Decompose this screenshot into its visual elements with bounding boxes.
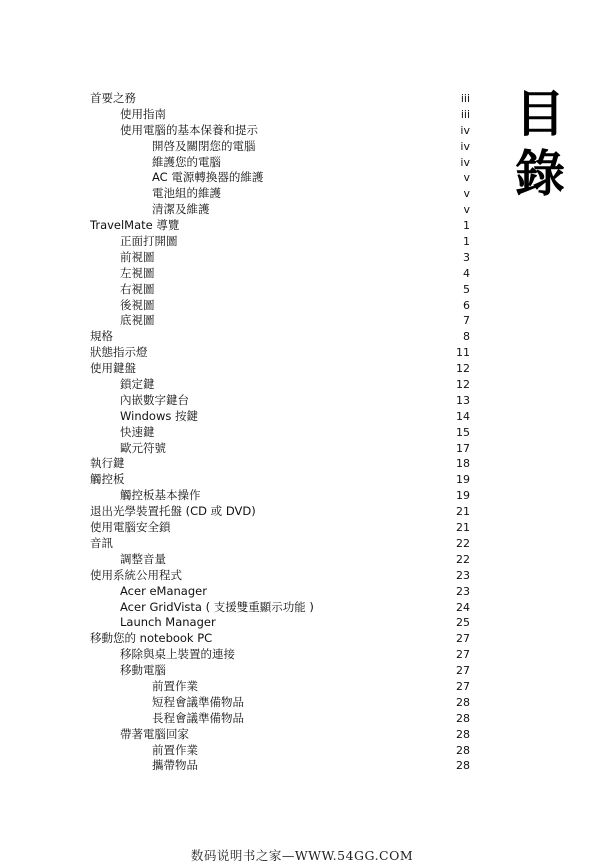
footer-watermark: 数码说明书之家—WWW.54GG.COM — [190, 848, 414, 863]
toc-entry-title: 歐元符號 — [120, 440, 166, 455]
toc-entry-title: 執行鍵 — [90, 456, 125, 471]
toc-entry-title: 短程會議準備物品 — [152, 694, 244, 709]
toc-entry-page: 12 — [456, 378, 470, 392]
toc-entry-title: 清潔及維護 — [152, 202, 210, 217]
toc-entry-title: 首要之務 — [90, 91, 136, 105]
toc-entry[interactable] — [90, 456, 470, 472]
toc-entry[interactable] — [90, 202, 470, 218]
toc-entry-page: 28 — [456, 727, 470, 741]
toc-entry[interactable] — [90, 123, 470, 139]
toc-entry[interactable] — [90, 568, 470, 584]
toc-entry-page: 22 — [456, 536, 470, 550]
toc-entry[interactable] — [90, 647, 470, 663]
toc-entry-title: 前置作業 — [152, 742, 198, 757]
toc-entry-title: 使用電腦安全鎖 — [90, 520, 171, 535]
toc-entry-title: 維護您的電腦 — [152, 154, 221, 169]
toc-entry-page: 4 — [463, 266, 470, 280]
toc-entry-page: v — [463, 187, 470, 201]
toc-entry-title: 使用鍵盤 — [90, 361, 136, 376]
toc-entry-page: 1 — [463, 219, 470, 233]
toc-entry[interactable] — [90, 393, 470, 409]
toc-entry-title: 使用系統公用程式 — [90, 567, 182, 582]
toc-entry-page: 13 — [456, 393, 470, 407]
toc-entry-page: 19 — [456, 489, 470, 503]
toc-entry[interactable] — [90, 600, 470, 616]
toc-entry[interactable] — [90, 727, 470, 743]
toc-entry-title: 開啓及關閉您的電腦 — [152, 138, 256, 153]
toc-entry-title: 前視圖 — [120, 249, 155, 264]
toc-entry-title: 退出光學裝置托盤 (CD 或 DVD) — [90, 504, 256, 519]
toc-entry[interactable] — [90, 107, 470, 123]
toc-entry[interactable] — [90, 552, 470, 568]
toc-entry-page: 18 — [456, 457, 470, 471]
toc-entry[interactable] — [90, 409, 470, 425]
toc-entry-title: Launch Manager — [120, 615, 216, 630]
toc-entry[interactable] — [90, 536, 470, 552]
toc-entry-page: 28 — [456, 711, 470, 725]
toc-entry[interactable] — [90, 345, 470, 361]
toc-entry-title: 調整音量 — [120, 551, 166, 566]
toc-entry[interactable] — [90, 250, 470, 266]
toc-entry[interactable] — [90, 298, 470, 314]
table-of-contents — [90, 91, 470, 774]
toc-entry-title: 規格 — [90, 329, 113, 344]
toc-entry-page: 1 — [463, 235, 470, 249]
toc-entry[interactable] — [90, 743, 470, 759]
toc-entry-page: 27 — [456, 648, 470, 662]
toc-entry-title: 長程會議準備物品 — [152, 710, 244, 725]
title-char-2: 錄 — [515, 145, 565, 203]
toc-entry-title: 移動您的 notebook PC — [90, 631, 213, 646]
toc-entry-page: 28 — [456, 759, 470, 773]
toc-entry-page: 17 — [456, 441, 470, 455]
toc-entry-title: 狀態指示燈 — [90, 345, 148, 360]
toc-entry[interactable] — [90, 425, 470, 441]
toc-entry-title: Acer GridVista ( 支援雙重顯示功能 ) — [120, 599, 314, 614]
toc-entry-page: 28 — [456, 743, 470, 757]
toc-entry-title: 移動電腦 — [120, 663, 166, 678]
toc-entry-title: 底視圖 — [120, 313, 155, 328]
toc-entry-title: 後視圖 — [120, 297, 155, 312]
toc-entry-title: 電池組的維護 — [152, 186, 221, 201]
toc-entry[interactable] — [90, 504, 470, 520]
toc-entry-page: v — [463, 171, 470, 185]
toc-entry-title: 左視圖 — [120, 265, 155, 280]
toc-entry-title: 內嵌數字鍵台 — [120, 392, 189, 407]
toc-entry-page: 21 — [456, 521, 470, 535]
toc-entry[interactable] — [90, 711, 470, 727]
toc-entry-page: 7 — [463, 314, 470, 328]
toc-entry-title: AC 電源轉換器的維護 — [152, 170, 264, 185]
toc-entry[interactable] — [90, 695, 470, 711]
toc-entry-title: 正面打開圖 — [120, 234, 178, 249]
toc-entry-page: 8 — [463, 330, 470, 344]
toc-entry[interactable] — [90, 266, 470, 282]
toc-entry[interactable] — [90, 377, 470, 393]
toc-entry[interactable] — [90, 584, 470, 600]
toc-entry-page: 11 — [456, 346, 470, 360]
toc-entry-page: 24 — [456, 600, 470, 614]
toc-entry-page: 23 — [456, 584, 470, 598]
toc-entry-page: iii — [460, 92, 470, 105]
toc-entry-title: Windows 按鍵 — [120, 408, 198, 423]
toc-entry-page: 12 — [456, 362, 470, 376]
toc-entry-page: 6 — [463, 298, 470, 312]
toc-entry-title: 音訊 — [90, 535, 113, 550]
toc-entry-title: 鎖定鍵 — [120, 377, 155, 392]
toc-entry-page: iv — [460, 139, 470, 153]
toc-entry[interactable] — [90, 361, 470, 377]
toc-entry-page: 22 — [456, 552, 470, 566]
toc-entry[interactable] — [90, 663, 470, 679]
toc-entry-page: iv — [460, 123, 470, 137]
toc-entry-page: 23 — [456, 568, 470, 582]
toc-entry-title: Acer eManager — [120, 583, 207, 598]
toc-entry[interactable] — [90, 329, 470, 345]
toc-entry-page: 28 — [456, 695, 470, 709]
toc-entry[interactable] — [90, 155, 470, 171]
toc-entry-title: 觸控板基本操作 — [120, 488, 201, 503]
toc-entry-title: 前置作業 — [152, 678, 198, 693]
page-title — [510, 84, 570, 204]
toc-entry-title: 移除與桌上裝置的連接 — [120, 647, 235, 662]
toc-entry-page: 21 — [456, 505, 470, 519]
toc-entry[interactable] — [90, 313, 470, 329]
toc-entry-page: 19 — [456, 473, 470, 487]
title-char-1: 目 — [515, 85, 565, 143]
toc-entry-page: iii — [460, 107, 470, 121]
toc-entry[interactable] — [90, 758, 470, 774]
toc-entry-title: 使用指南 — [120, 106, 166, 121]
toc-entry[interactable] — [90, 615, 470, 631]
toc-entry[interactable] — [90, 218, 470, 234]
toc-entry-title: 右視圖 — [120, 281, 155, 296]
toc-entry[interactable] — [90, 170, 470, 186]
toc-entry[interactable] — [90, 631, 470, 647]
toc-entry[interactable] — [90, 488, 470, 504]
toc-entry-title: 使用電腦的基本保養和提示 — [120, 122, 258, 137]
toc-entry-page: v — [463, 203, 470, 217]
toc-entry-page: 15 — [456, 425, 470, 439]
toc-entry-title: 快速鍵 — [120, 424, 155, 439]
toc-entry[interactable] — [90, 139, 470, 155]
toc-entry-title: 帶著電腦回家 — [120, 726, 189, 741]
toc-entry-title: 觸控板 — [90, 472, 125, 487]
toc-entry-page: 25 — [456, 616, 470, 630]
toc-entry-page: 3 — [463, 250, 470, 264]
toc-entry[interactable] — [90, 186, 470, 202]
toc-entry[interactable] — [90, 441, 470, 457]
toc-entry[interactable] — [90, 234, 470, 250]
toc-entry-title: 攜帶物品 — [152, 758, 198, 773]
toc-entry-page: 27 — [456, 664, 470, 678]
toc-entry-page: 5 — [463, 282, 470, 296]
toc-entry[interactable] — [90, 91, 470, 107]
toc-entry-page: 27 — [456, 632, 470, 646]
toc-entry-page: 14 — [456, 409, 470, 423]
toc-entry[interactable] — [90, 520, 470, 536]
toc-entry[interactable] — [90, 282, 470, 298]
toc-entry[interactable] — [90, 679, 470, 695]
toc-entry[interactable] — [90, 472, 470, 488]
toc-entry-page: iv — [460, 155, 470, 169]
toc-entry-title: TravelMate 導覽 — [90, 218, 180, 233]
toc-entry-page: 27 — [456, 679, 470, 693]
